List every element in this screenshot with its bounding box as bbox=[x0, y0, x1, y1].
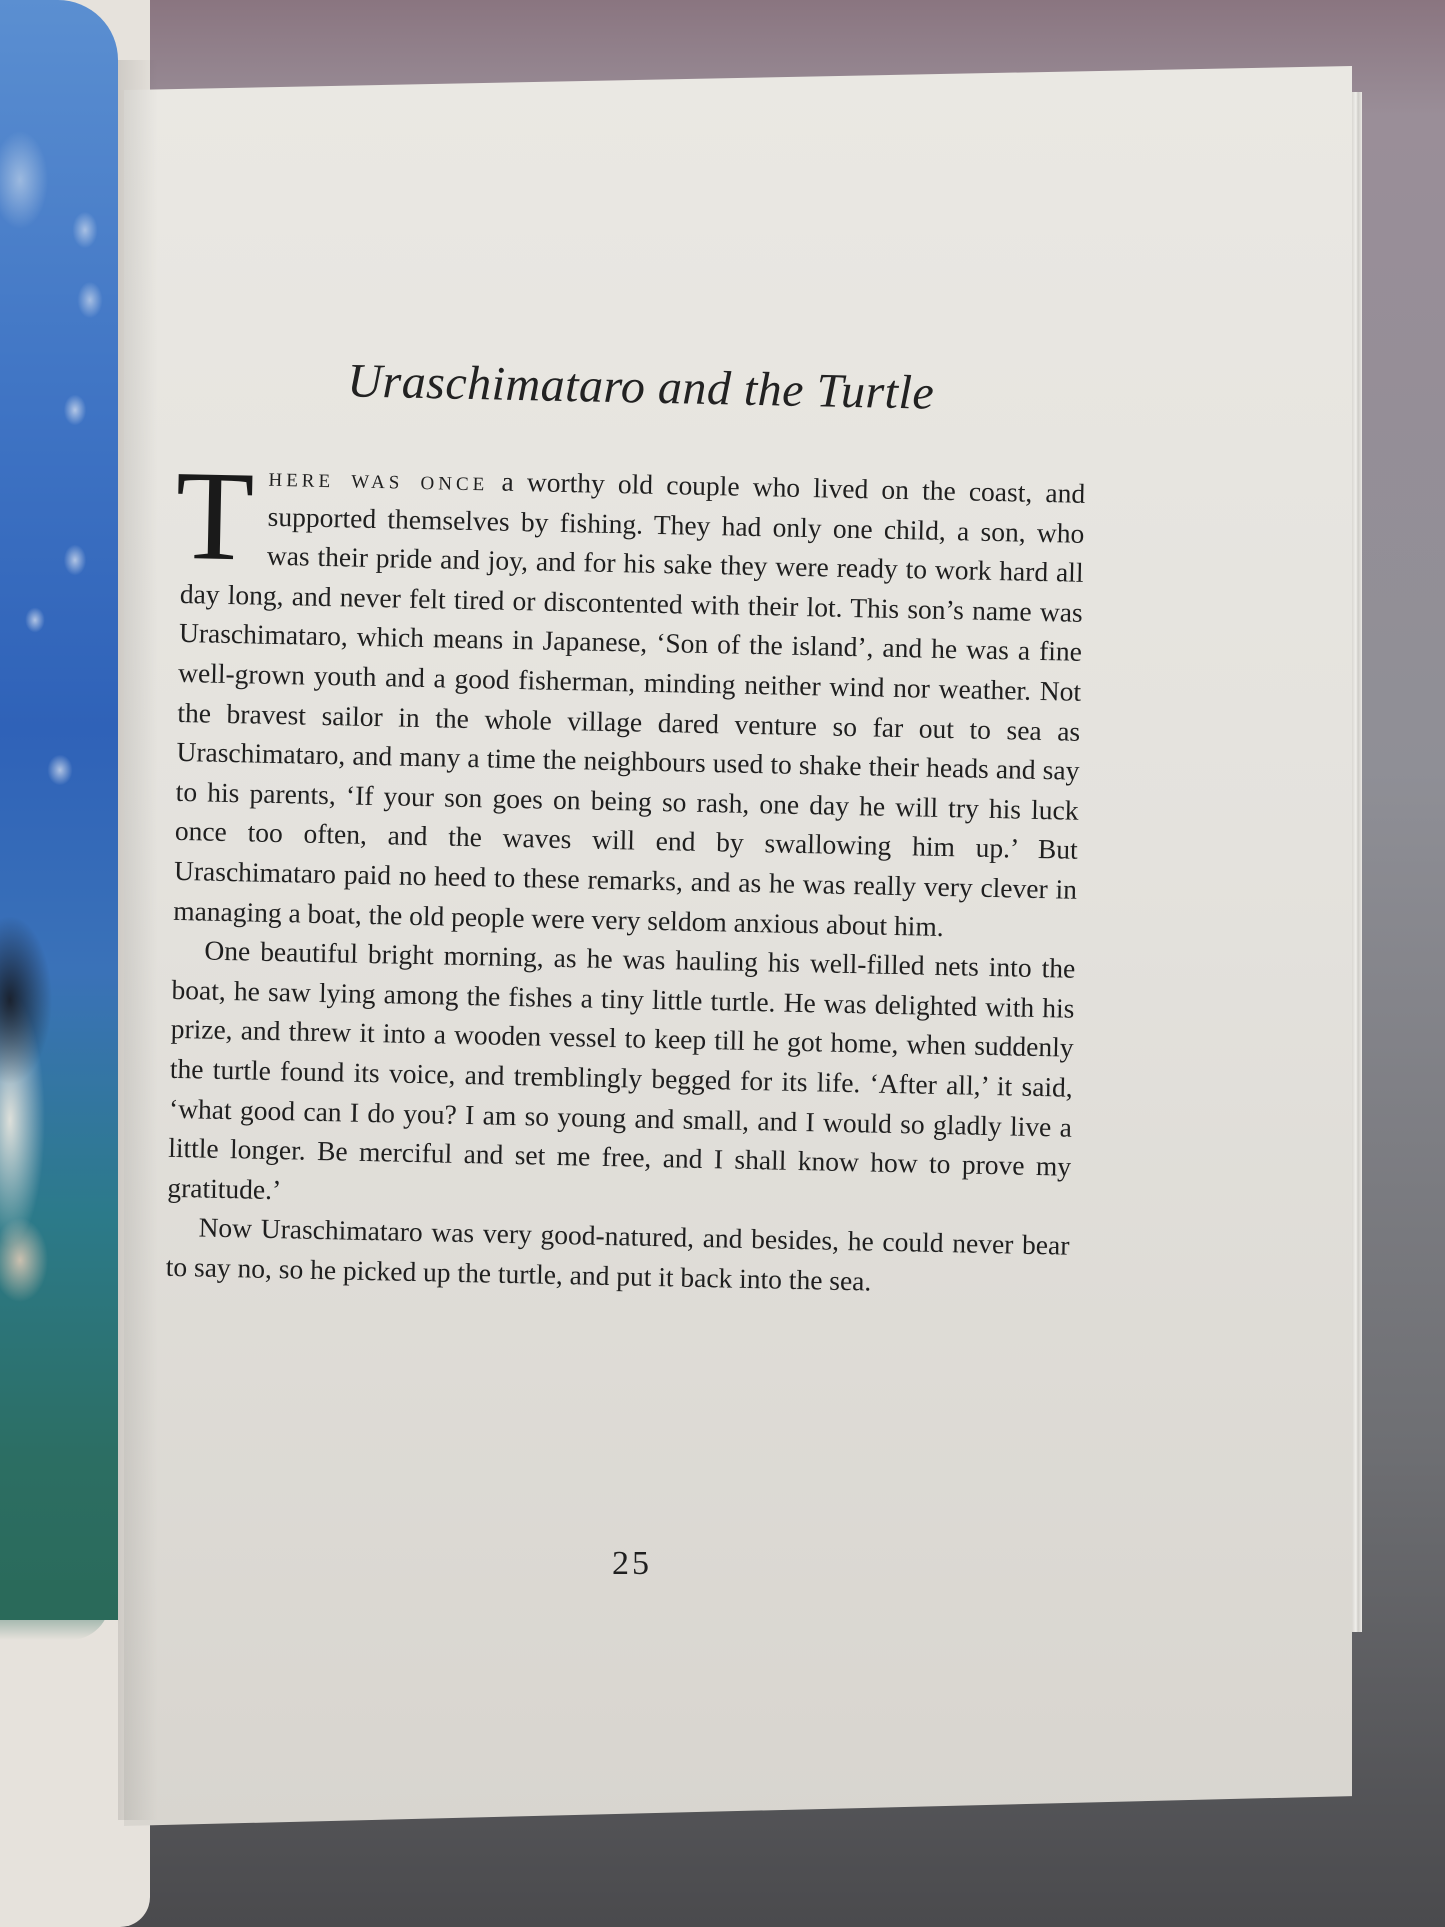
drop-cap: T bbox=[174, 443, 256, 588]
paragraph-text: Now Uraschimataro was very good-natured, and besides, he could never bear to say no, so he picked up the turtle, and put it back into the sea. bbox=[165, 1211, 1070, 1297]
page-stack-edges bbox=[1352, 92, 1362, 1632]
book-gutter-shadow bbox=[118, 60, 158, 1820]
sea-illustration bbox=[0, 0, 118, 1620]
paragraph-text: One beautiful bright morning, as he was hauling his well-filled nets into the boat, he saw lying among the fishes a tiny little turtle. He was delighted with his prize, and threw it into a wooden vessel to keep till he got home, when suddenly the turtle found its voice, and tremblingly begged for its life. ‘After all,’ it said, ‘what good can I do you? I am so young and small, and I would so gladly live a little longer. Be merciful and set me free, and I shall know how to prove my gratitude.’ bbox=[167, 934, 1076, 1205]
paragraph-text: a worthy old couple who lived on the coast, and supported themselves by fishing. They had only one child, a son, who was their pride and joy, and for his sake they were ready to work hard all day long, and never felt tired or discontented with their lot. This son’s name was Uraschimataro, which means in Japanese, ‘Son of the island’, and he was a fine well-grown youth and a good fisherman, minding neither wind nor weather. Not the bravest sailor in the whole village dared venture so far out to sea as Uraschimataro, and many a time the neighbours used to shake their heads and say to his parents, ‘If your son goes on being so rash, one day he will try his luck once too often, and the waves will end by swallowing him up.’ But Uraschimataro paid no heed to these remarks, and as he was really very clever in managing a boat, the old people were very seldom anxious about him. bbox=[172, 465, 1086, 942]
paragraph-1 bbox=[172, 443, 1086, 949]
chapter-title: Uraschimataro and the Turtle bbox=[346, 354, 935, 420]
paragraph-2 bbox=[167, 930, 1076, 1226]
illustration-edge bbox=[0, 1580, 110, 1640]
page-text-block bbox=[165, 350, 1087, 1305]
opening-small-caps: here was once bbox=[268, 460, 489, 497]
page-number: 25 bbox=[612, 1545, 652, 1582]
